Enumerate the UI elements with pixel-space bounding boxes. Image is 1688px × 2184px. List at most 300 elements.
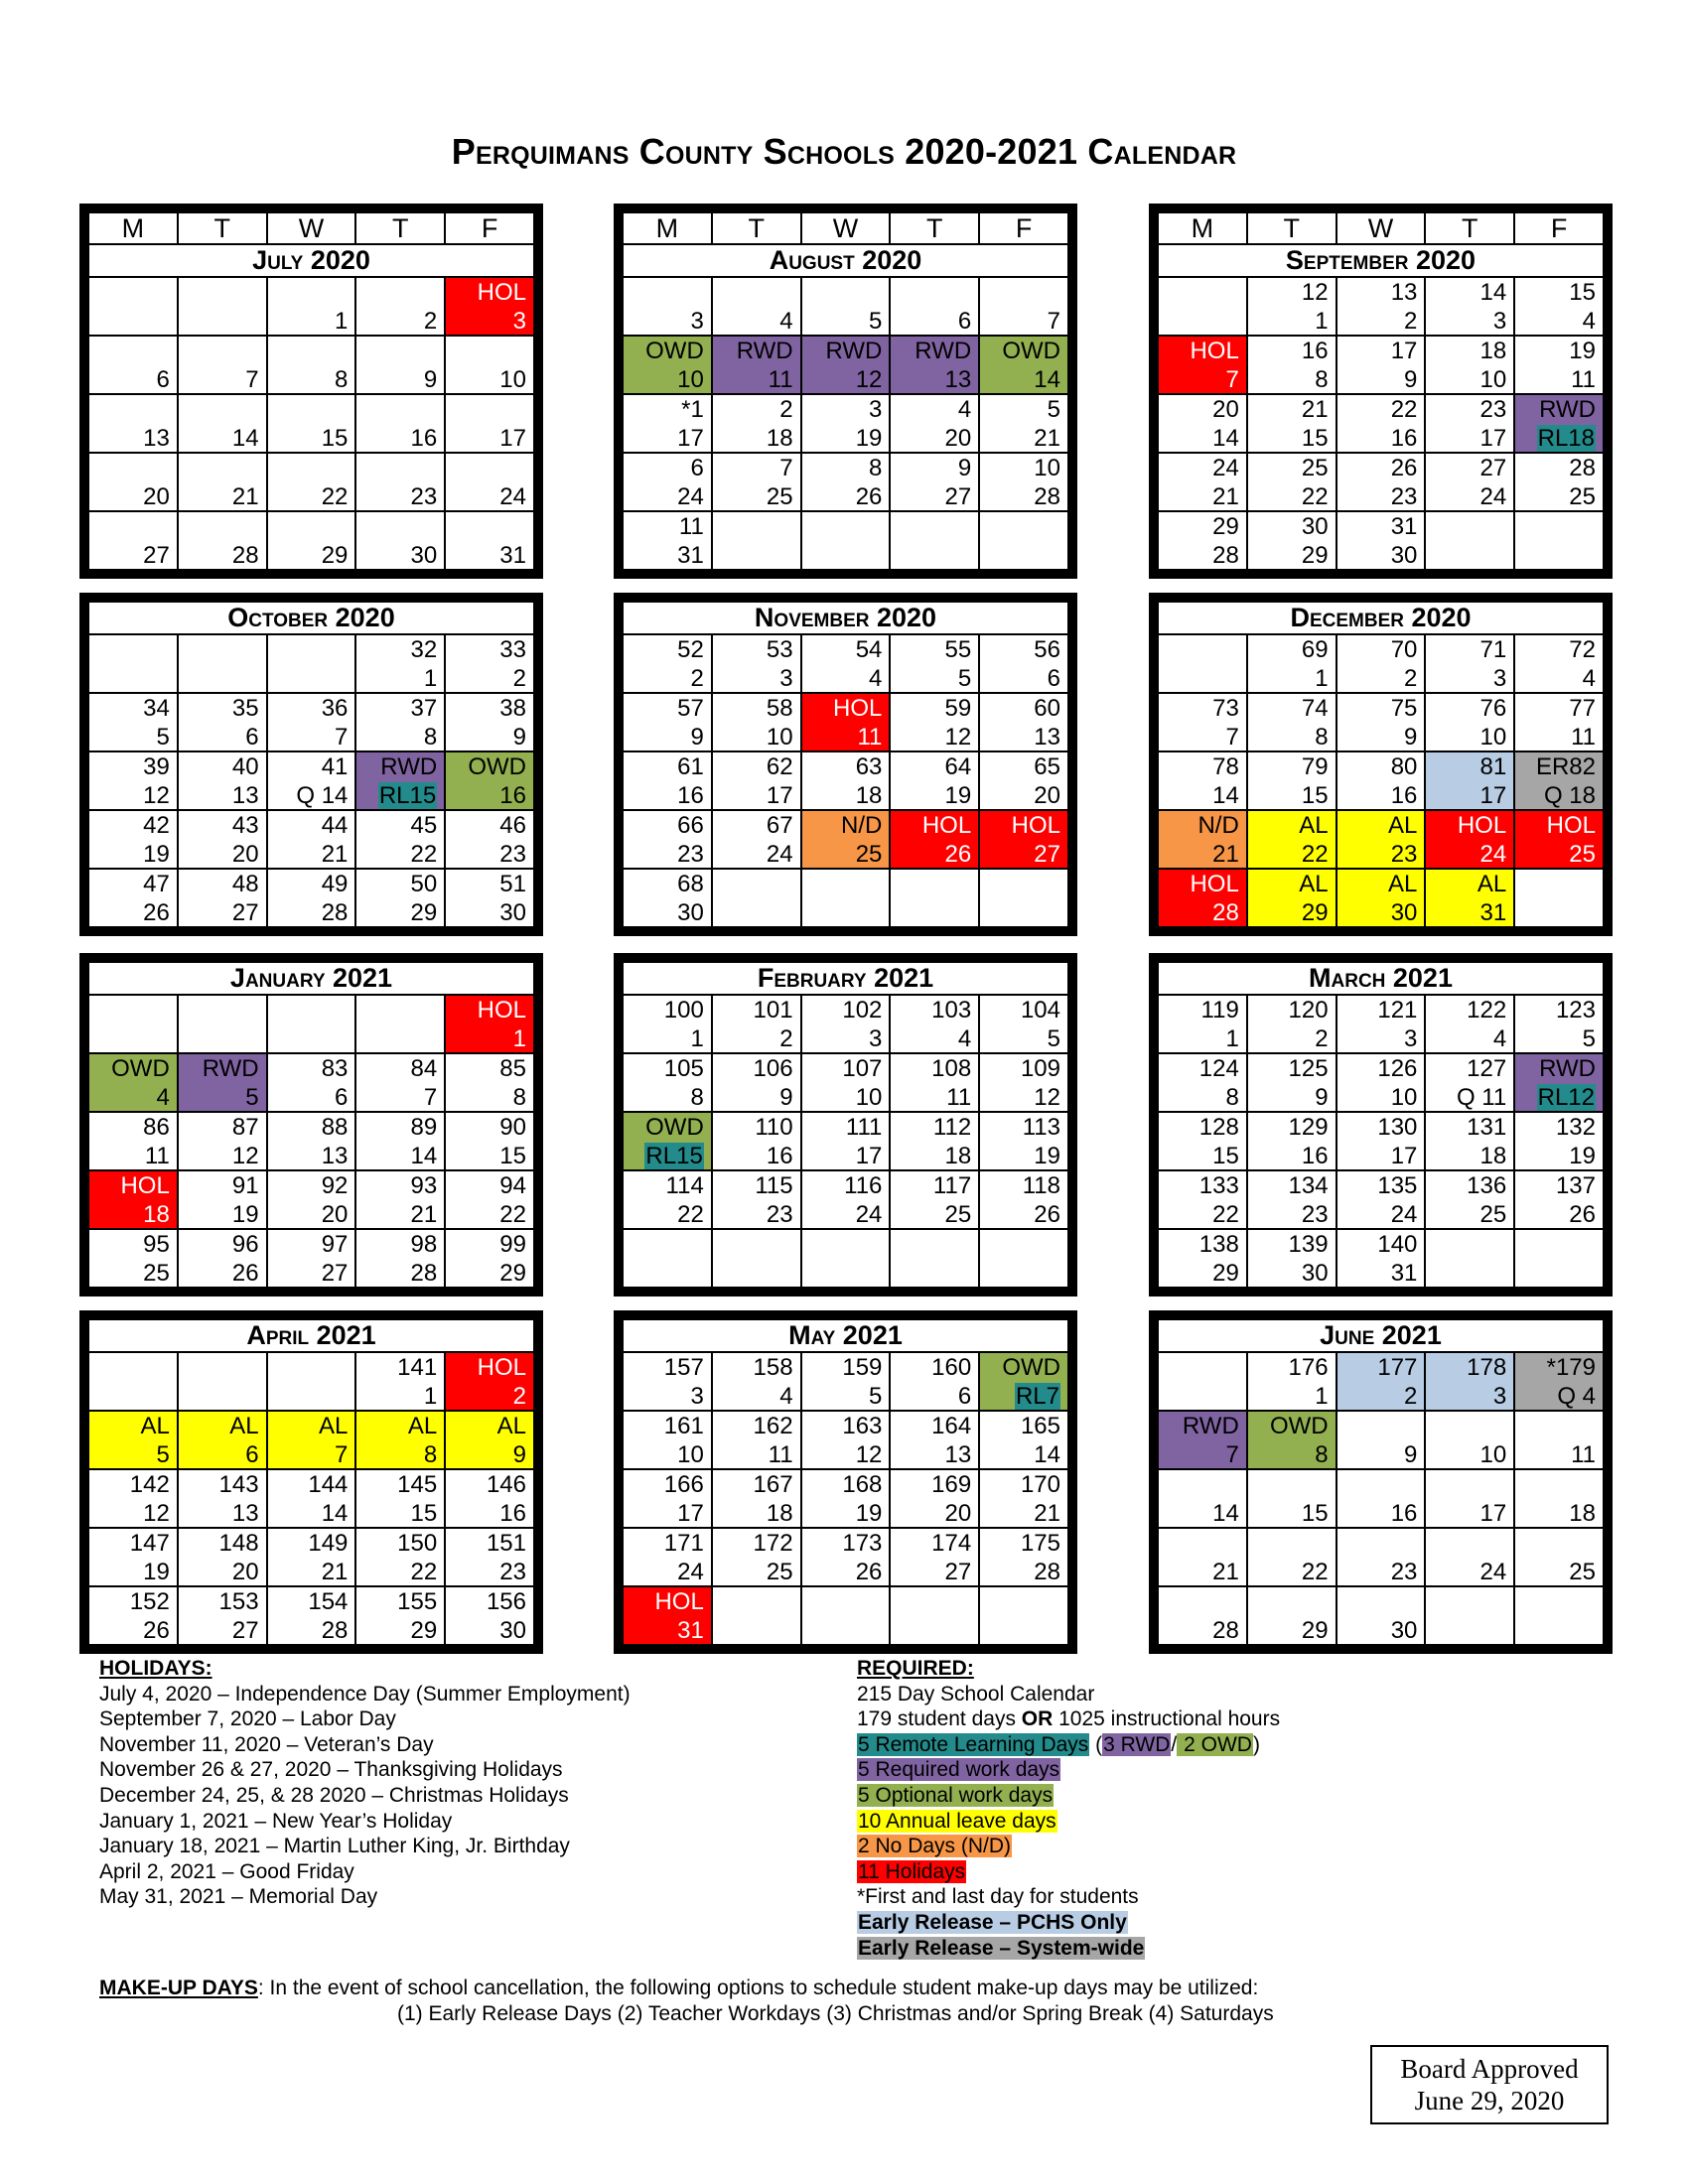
day-date: 14	[1212, 425, 1239, 452]
weekday-header: T	[1247, 212, 1336, 244]
day-cell	[623, 1411, 712, 1469]
day-cell	[88, 869, 178, 927]
month-calendar	[1149, 1310, 1613, 1654]
month-table	[1157, 1318, 1605, 1646]
day-code: 28	[1569, 455, 1596, 481]
day-date: 15	[1301, 782, 1329, 809]
day-cell	[801, 693, 891, 751]
holidays-section	[99, 1656, 631, 1910]
day-cell	[1425, 453, 1514, 511]
day-code: AL	[1388, 812, 1418, 839]
day-date: 25	[766, 483, 793, 510]
day-date: 2	[1404, 308, 1418, 335]
day-date: 9	[1404, 366, 1418, 393]
week-row	[88, 394, 534, 453]
day-date: 13	[231, 1500, 259, 1527]
week-row	[1158, 1469, 1604, 1528]
day-date: 3	[690, 308, 704, 335]
day-cell	[178, 394, 267, 453]
day-date: 1	[423, 1383, 438, 1410]
day-cell	[979, 1053, 1068, 1112]
day-date: 2	[512, 665, 526, 692]
day-code: 143	[218, 1471, 259, 1498]
day-cell	[355, 277, 445, 336]
holiday-item: December 24, 25, & 28 2020 – Christmas Holidays	[99, 1783, 569, 1807]
day-cell	[178, 869, 267, 927]
day-cell	[1158, 1528, 1247, 1586]
board-approved-box	[1370, 2045, 1609, 2124]
day-date: Q 4	[1557, 1383, 1596, 1410]
day-date: 1	[1315, 665, 1329, 692]
day-code: 121	[1377, 997, 1418, 1024]
day-code: 120	[1288, 997, 1329, 1024]
day-date: 18	[1479, 1143, 1507, 1169]
day-cell	[979, 1411, 1068, 1469]
day-cell	[623, 1053, 712, 1112]
day-date: 26	[1034, 1201, 1060, 1228]
weekday-header: T	[890, 212, 979, 244]
day-code: 109	[1020, 1055, 1060, 1082]
day-cell	[890, 1411, 979, 1469]
week-row	[1158, 1170, 1604, 1229]
day-code: 42	[143, 812, 170, 839]
week-row	[88, 1112, 534, 1170]
day-cell	[890, 869, 979, 927]
day-code: 164	[931, 1413, 972, 1439]
day-cell	[267, 453, 356, 511]
day-code: 32	[410, 636, 438, 663]
day-cell	[1158, 1170, 1247, 1229]
day-cell	[801, 751, 891, 810]
day-cell	[1158, 995, 1247, 1053]
day-code: 22	[1390, 396, 1418, 423]
day-code: 17	[1390, 338, 1418, 364]
day-code: 64	[944, 753, 972, 780]
day-cell	[979, 751, 1068, 810]
day-code: 2	[779, 396, 793, 423]
day-cell	[1514, 751, 1604, 810]
day-cell	[623, 1352, 712, 1411]
day-cell	[712, 1170, 801, 1229]
day-code: AL	[1477, 871, 1507, 897]
day-date: 23	[1390, 841, 1418, 868]
day-code: 33	[499, 636, 526, 663]
day-cell	[88, 1053, 178, 1112]
day-cell	[355, 1352, 445, 1411]
day-code: 146	[486, 1471, 526, 1498]
day-cell	[1158, 810, 1247, 869]
day-date: 21	[1034, 425, 1060, 452]
day-code: 19	[1569, 338, 1596, 364]
day-date: 25	[855, 841, 883, 868]
day-date: 12	[231, 1143, 259, 1169]
day-cell	[1158, 1352, 1247, 1411]
day-cell	[801, 810, 891, 869]
day-cell	[801, 453, 891, 511]
week-row	[1158, 995, 1604, 1053]
day-date: 28	[321, 1617, 349, 1644]
day-date: 6	[156, 366, 170, 393]
day-cell	[1425, 1112, 1514, 1170]
month-name-row	[623, 602, 1068, 634]
day-cell	[1425, 336, 1514, 394]
day-cell	[1514, 1586, 1604, 1645]
day-date: 24	[677, 1559, 704, 1585]
day-date: 14	[231, 425, 259, 452]
nd-label: 2 No Days (N/D)	[858, 1835, 1012, 1858]
day-cell	[801, 1229, 891, 1288]
day-cell	[178, 1352, 267, 1411]
day-code: 106	[753, 1055, 793, 1082]
day-code: 79	[1301, 753, 1329, 780]
day-date: 16	[1301, 1143, 1329, 1169]
day-date: 7	[335, 1441, 349, 1468]
day-code: ER82	[1535, 753, 1596, 780]
day-code: 95	[143, 1231, 170, 1258]
day-code: N/D	[1197, 812, 1239, 839]
day-code: 102	[842, 997, 883, 1024]
month-name: February 2021	[623, 962, 1068, 995]
day-cell	[1247, 277, 1336, 336]
day-cell	[801, 1053, 891, 1112]
day-date: 17	[1390, 1143, 1418, 1169]
day-cell	[88, 336, 178, 394]
day-cell	[88, 810, 178, 869]
required-section	[857, 1656, 1280, 1961]
day-date: 4	[779, 1383, 793, 1410]
day-code: 111	[845, 1114, 883, 1141]
day-code: HOL	[477, 997, 526, 1024]
day-cell	[445, 634, 534, 693]
day-cell	[712, 1229, 801, 1288]
day-cell	[445, 1352, 534, 1411]
day-date: 30	[677, 899, 704, 926]
week-row	[88, 1528, 534, 1586]
day-date: 21	[321, 841, 349, 868]
week-row	[623, 1229, 1068, 1288]
day-cell	[1514, 634, 1604, 693]
day-code: 59	[944, 695, 972, 722]
day-date: 23	[499, 1559, 526, 1585]
makeup-line-1	[99, 1976, 1390, 2001]
er-sys-label: Early Release – System-wide	[858, 1936, 1145, 1960]
day-date: 28	[321, 899, 349, 926]
month-calendar	[1149, 953, 1613, 1297]
week-row	[1158, 1053, 1604, 1112]
day-code: 154	[308, 1588, 349, 1615]
day-cell	[1336, 1053, 1426, 1112]
day-code: 169	[931, 1471, 972, 1498]
month-table	[1157, 601, 1605, 928]
day-code: 161	[663, 1413, 704, 1439]
day-date: 3	[1492, 1383, 1507, 1410]
month-calendar	[1149, 204, 1613, 579]
day-cell	[801, 277, 891, 336]
week-row	[1158, 1411, 1604, 1469]
day-code: 113	[1022, 1114, 1060, 1141]
day-date: 28	[1212, 899, 1239, 926]
day-date: 5	[245, 1084, 259, 1111]
day-cell	[355, 1586, 445, 1645]
day-code: 174	[931, 1530, 972, 1557]
day-cell	[712, 1469, 801, 1528]
day-cell	[712, 693, 801, 751]
month-table	[622, 1318, 1069, 1646]
day-date: 27	[1034, 841, 1060, 868]
day-date: 31	[1479, 899, 1507, 926]
day-cell	[88, 394, 178, 453]
hours-text: 1025 instructional hours	[1053, 1707, 1281, 1731]
day-code: 16	[1301, 338, 1329, 364]
day-code: 140	[1377, 1231, 1418, 1258]
day-cell	[1158, 1229, 1247, 1288]
day-cell	[1514, 995, 1604, 1053]
day-date: 22	[1301, 841, 1329, 868]
paren-close: )	[1252, 1732, 1260, 1756]
day-cell	[445, 1469, 534, 1528]
day-cell	[623, 995, 712, 1053]
day-cell	[267, 1469, 356, 1528]
day-cell	[1247, 634, 1336, 693]
day-code: 158	[753, 1354, 793, 1381]
weekday-header: M	[623, 212, 712, 244]
day-date: 2	[1315, 1025, 1329, 1052]
day-code: 93	[410, 1172, 438, 1199]
month-table	[622, 601, 1069, 928]
day-code: 3	[869, 396, 883, 423]
day-date: 7	[1047, 308, 1060, 335]
day-date: RL15	[378, 782, 437, 809]
day-code: 100	[663, 997, 704, 1024]
day-cell	[88, 1352, 178, 1411]
day-cell	[267, 810, 356, 869]
day-code: 112	[932, 1114, 972, 1141]
day-cell	[1336, 1586, 1426, 1645]
day-code: 159	[842, 1354, 883, 1381]
day-date: 8	[1315, 366, 1329, 393]
day-date: 6	[1047, 665, 1060, 692]
day-date: 8	[423, 1441, 438, 1468]
day-cell	[445, 810, 534, 869]
day-code: 5	[1047, 396, 1060, 423]
day-date: 26	[944, 841, 972, 868]
holiday-item: January 18, 2021 – Martin Luther King, Jr. Birthday	[99, 1835, 570, 1858]
week-row	[1158, 869, 1604, 927]
day-date: 14	[410, 1143, 438, 1169]
day-code: AL	[1388, 871, 1418, 897]
day-cell	[1425, 394, 1514, 453]
day-cell	[979, 336, 1068, 394]
week-row	[623, 511, 1068, 570]
day-cell	[1158, 869, 1247, 927]
day-cell	[1514, 277, 1604, 336]
day-code: 157	[663, 1354, 704, 1381]
day-code: OWD	[111, 1055, 170, 1082]
day-code: 65	[1034, 753, 1060, 780]
legend-optional-work	[857, 1783, 1280, 1809]
day-cell	[1425, 1528, 1514, 1586]
weekday-header: F	[1514, 212, 1604, 244]
day-cell	[712, 453, 801, 511]
day-cell	[355, 511, 445, 570]
day-date: 10	[766, 724, 793, 751]
day-cell	[623, 1586, 712, 1645]
day-cell	[801, 1170, 891, 1229]
day-code: HOL	[921, 812, 972, 839]
day-code: OWD	[1269, 1413, 1329, 1439]
day-code: 160	[931, 1354, 972, 1381]
day-cell	[979, 1586, 1068, 1645]
day-code: 62	[766, 753, 793, 780]
weekday-header: W	[267, 212, 356, 244]
day-code: 8	[869, 455, 883, 481]
day-date: 30	[1390, 899, 1418, 926]
day-code: 20	[1212, 396, 1239, 423]
day-date: RL18	[1537, 425, 1595, 452]
day-cell	[1336, 810, 1426, 869]
board-approved-date: June 29, 2020	[1414, 2086, 1565, 2116]
day-code: 31	[1390, 513, 1418, 540]
day-cell	[1158, 277, 1247, 336]
day-code: 107	[842, 1055, 883, 1082]
day-code: AL	[1299, 812, 1329, 839]
day-date: 1	[423, 665, 438, 692]
day-date: 28	[1212, 1617, 1239, 1644]
day-code: 4	[957, 396, 972, 423]
day-cell	[979, 1112, 1068, 1170]
makeup-label: MAKE-UP DAYS	[99, 1977, 258, 1999]
day-cell	[1514, 693, 1604, 751]
day-cell	[801, 394, 891, 453]
month-name: December 2020	[1158, 602, 1604, 634]
day-cell	[890, 1586, 979, 1645]
day-date: 16	[677, 782, 704, 809]
day-cell	[355, 453, 445, 511]
day-cell	[623, 869, 712, 927]
day-date: 22	[1301, 1559, 1329, 1585]
day-cell	[1425, 751, 1514, 810]
day-code: 45	[410, 812, 438, 839]
day-date: 3	[779, 665, 793, 692]
day-code: HOL	[1546, 812, 1596, 839]
week-row	[623, 1528, 1068, 1586]
day-date: 26	[143, 1617, 170, 1644]
day-date: 25	[766, 1559, 793, 1585]
day-date: 16	[1390, 425, 1418, 452]
day-code: 18	[1479, 338, 1507, 364]
month-calendar	[614, 593, 1077, 936]
day-date: 25	[1569, 483, 1596, 510]
day-date: 29	[1301, 899, 1329, 926]
day-cell	[267, 693, 356, 751]
day-cell	[88, 1112, 178, 1170]
day-code: RWD	[1539, 396, 1596, 423]
day-code: 46	[499, 812, 526, 839]
month-table	[1157, 961, 1605, 1289]
week-row	[1158, 511, 1604, 570]
day-cell	[1247, 511, 1336, 570]
day-cell	[445, 1528, 534, 1586]
day-cell	[623, 751, 712, 810]
week-row	[88, 453, 534, 511]
day-cell	[1425, 1170, 1514, 1229]
day-cell	[712, 1053, 801, 1112]
day-date: 12	[944, 724, 972, 751]
day-date: 6	[245, 724, 259, 751]
day-date: 20	[143, 483, 170, 510]
day-date: 14	[1034, 1441, 1060, 1468]
day-code: 134	[1288, 1172, 1329, 1199]
day-cell	[623, 1229, 712, 1288]
day-code: 167	[753, 1471, 793, 1498]
day-date: 3	[1492, 308, 1507, 335]
day-code: 171	[663, 1530, 704, 1557]
legend-first-last: *First and last day for students	[857, 1885, 1139, 1909]
month-name-row	[1158, 244, 1604, 277]
day-code: 7	[779, 455, 793, 481]
day-cell	[1336, 751, 1426, 810]
day-cell	[801, 1586, 891, 1645]
day-cell	[979, 810, 1068, 869]
day-cell	[445, 336, 534, 394]
week-row	[623, 810, 1068, 869]
student-days-text: 179 student days	[857, 1707, 1022, 1731]
day-date: 1	[1315, 1383, 1329, 1410]
weekday-header: T	[355, 212, 445, 244]
day-code: 41	[321, 753, 349, 780]
day-cell	[267, 1352, 356, 1411]
day-code: AL	[319, 1413, 349, 1439]
day-date: 14	[321, 1500, 349, 1527]
board-approved-text: Board Approved	[1400, 2054, 1579, 2084]
day-date: 3	[1492, 665, 1507, 692]
rwd-label: 5 Required work days	[858, 1758, 1060, 1782]
day-code: 51	[499, 871, 526, 897]
day-cell	[890, 511, 979, 570]
day-code: 145	[397, 1471, 438, 1498]
day-code: 99	[499, 1231, 526, 1258]
weekday-header: T	[712, 212, 801, 244]
day-cell	[1514, 1053, 1604, 1112]
day-date: 29	[499, 1260, 526, 1287]
month-table	[87, 601, 535, 928]
day-cell	[801, 1411, 891, 1469]
day-date: 2	[423, 308, 438, 335]
week-row	[88, 810, 534, 869]
day-code: 60	[1034, 695, 1060, 722]
day-date: 14	[1212, 782, 1239, 809]
day-date: 31	[677, 1617, 704, 1644]
day-date: 23	[766, 1201, 793, 1228]
day-cell	[890, 634, 979, 693]
day-cell	[1158, 1112, 1247, 1170]
day-date: 13	[231, 782, 259, 809]
day-date: 10	[855, 1084, 883, 1111]
al-label: 10 Annual leave days	[858, 1809, 1056, 1833]
week-row	[623, 336, 1068, 394]
day-date: 8	[1315, 724, 1329, 751]
day-date: RL12	[1537, 1084, 1595, 1111]
day-date: 7	[245, 366, 259, 393]
day-cell	[979, 1528, 1068, 1586]
week-row	[1158, 453, 1604, 511]
day-code: OWD	[468, 753, 526, 780]
week-row	[623, 751, 1068, 810]
day-code: AL	[407, 1413, 438, 1439]
day-cell	[623, 1528, 712, 1586]
day-code: 144	[308, 1471, 349, 1498]
day-date: 5	[156, 1441, 170, 1468]
